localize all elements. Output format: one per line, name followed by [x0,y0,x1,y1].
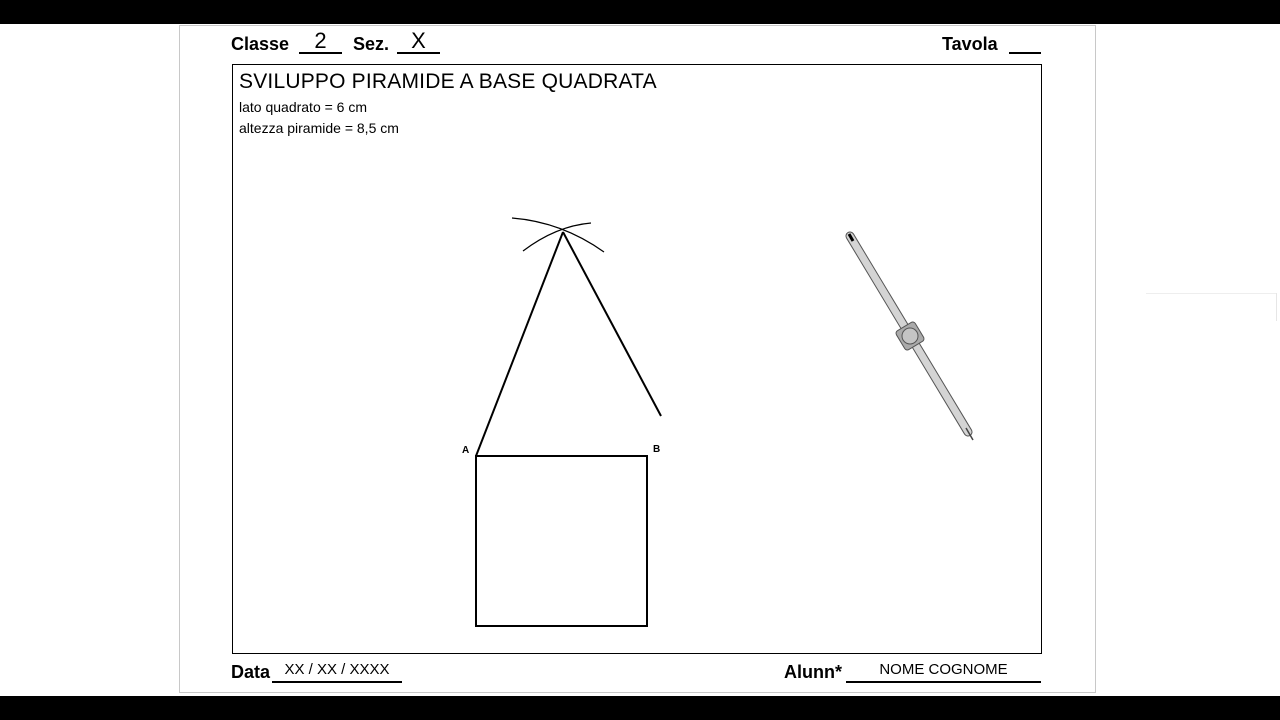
faint-guide-line [1146,293,1276,294]
classe-value: 2 [314,28,327,53]
sez-label: Sez. [353,34,390,54]
faint-guide-tick [1276,293,1277,321]
spec-height: altezza piramide = 8,5 cm [239,120,399,136]
sez-value: X [411,28,426,53]
spec-side: lato quadrato = 6 cm [239,99,368,115]
point-a-label: A [462,445,470,456]
alunno-label: Alunn* [784,662,842,682]
tavola-label: Tavola [942,34,998,54]
edge-a-apex [476,232,563,456]
data-value: XX / XX / XXXX [284,661,390,678]
base-square [476,456,647,626]
alunno-value: NOME COGNOME [879,661,1008,678]
classe-label: Classe [231,34,290,54]
compass-icon [849,234,973,440]
data-label: Data [231,662,271,682]
edge-apex-b [563,232,661,416]
sheet-title: SVILUPPO PIRAMIDE A BASE QUADRATA [239,70,657,93]
point-b-label: B [653,444,661,455]
